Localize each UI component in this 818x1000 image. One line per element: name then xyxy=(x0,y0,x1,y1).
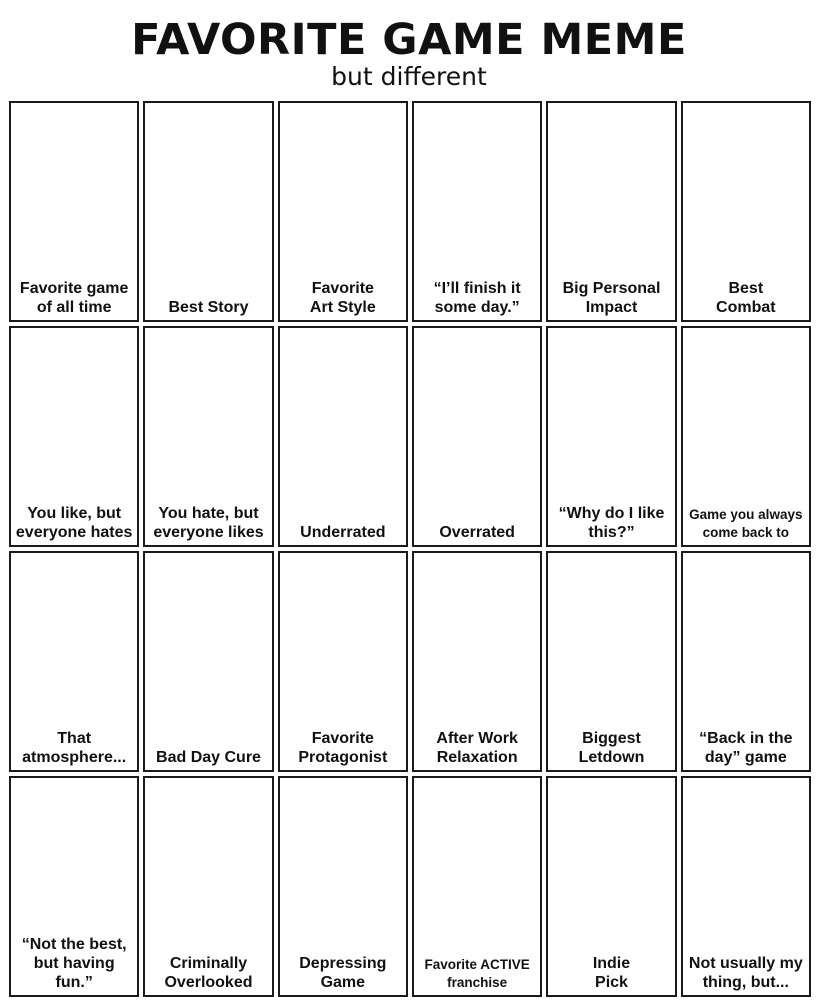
cell-label: “Why do I like this?” xyxy=(558,505,665,541)
grid-cell-favorite-active-franchise[interactable] xyxy=(412,776,542,997)
cell-label: “I’ll finish it some day.” xyxy=(433,280,521,316)
cell-label: Best Story xyxy=(168,299,249,316)
cell-label: Bad Day Cure xyxy=(156,749,261,766)
cell-label: Favorite Art Style xyxy=(309,280,376,316)
page-title: FAVORITE GAME MEME xyxy=(131,15,687,65)
grid-cell-why-do-i-like-this[interactable] xyxy=(546,326,676,547)
cell-label: Overrated xyxy=(439,524,515,541)
cell-label: “Back in the day” game xyxy=(699,730,793,766)
grid-cell-bad-day-cure[interactable] xyxy=(143,551,273,772)
cell-label: Best Combat xyxy=(716,280,776,316)
grid-cell-favorite-protagonist[interactable] xyxy=(278,551,408,772)
cell-label: Game you always come back to xyxy=(689,507,803,540)
cell-label: Not usually my thing, but... xyxy=(688,955,803,991)
grid-cell-best-story[interactable] xyxy=(143,101,273,322)
cell-label: You hate, but everyone likes xyxy=(153,505,264,541)
cell-label: “Not the best, but having fun.” xyxy=(21,936,127,991)
grid-cell-big-personal-impact[interactable] xyxy=(546,101,676,322)
cell-label: You like, but everyone hates xyxy=(15,505,133,541)
page-header xyxy=(0,0,818,98)
grid-cell-indie-pick[interactable] xyxy=(546,776,676,997)
grid-cell-depressing-game[interactable] xyxy=(278,776,408,997)
grid-cell-finish-it-some-day[interactable] xyxy=(412,101,542,322)
grid-cell-overrated[interactable] xyxy=(412,326,542,547)
grid-cell-that-atmosphere[interactable] xyxy=(9,551,139,772)
grid-cell-criminally-overlooked[interactable] xyxy=(143,776,273,997)
cell-label: After Work Relaxation xyxy=(436,730,518,766)
grid-cell-favorite-game-of-all-time[interactable] xyxy=(9,101,139,322)
cell-label: Favorite game of all time xyxy=(19,280,129,316)
grid-cell-back-in-the-day[interactable] xyxy=(681,551,811,772)
meme-grid xyxy=(9,101,811,997)
cell-label: Underrated xyxy=(300,524,386,541)
grid-cell-after-work-relaxation[interactable] xyxy=(412,551,542,772)
cell-label: Big Personal Impact xyxy=(562,280,661,316)
grid-cell-not-usually-my-thing[interactable] xyxy=(681,776,811,997)
page-subtitle: but different xyxy=(331,62,487,91)
cell-label: Favorite ACTIVE franchise xyxy=(424,957,530,990)
grid-cell-game-you-come-back-to[interactable] xyxy=(681,326,811,547)
grid-cell-underrated[interactable] xyxy=(278,326,408,547)
cell-label: That atmosphere... xyxy=(22,730,127,766)
cell-label: Depressing Game xyxy=(299,955,387,991)
grid-cell-you-hate-everyone-likes[interactable] xyxy=(143,326,273,547)
cell-label: Biggest Letdown xyxy=(578,730,645,766)
grid-cell-favorite-art-style[interactable] xyxy=(278,101,408,322)
grid-cell-best-combat[interactable] xyxy=(681,101,811,322)
cell-label: Criminally Overlooked xyxy=(164,955,253,991)
grid-cell-you-like-everyone-hates[interactable] xyxy=(9,326,139,547)
cell-label: Favorite Protagonist xyxy=(298,730,388,766)
grid-cell-not-the-best-having-fun[interactable] xyxy=(9,776,139,997)
cell-label: Indie Pick xyxy=(592,955,631,991)
grid-cell-biggest-letdown[interactable] xyxy=(546,551,676,772)
